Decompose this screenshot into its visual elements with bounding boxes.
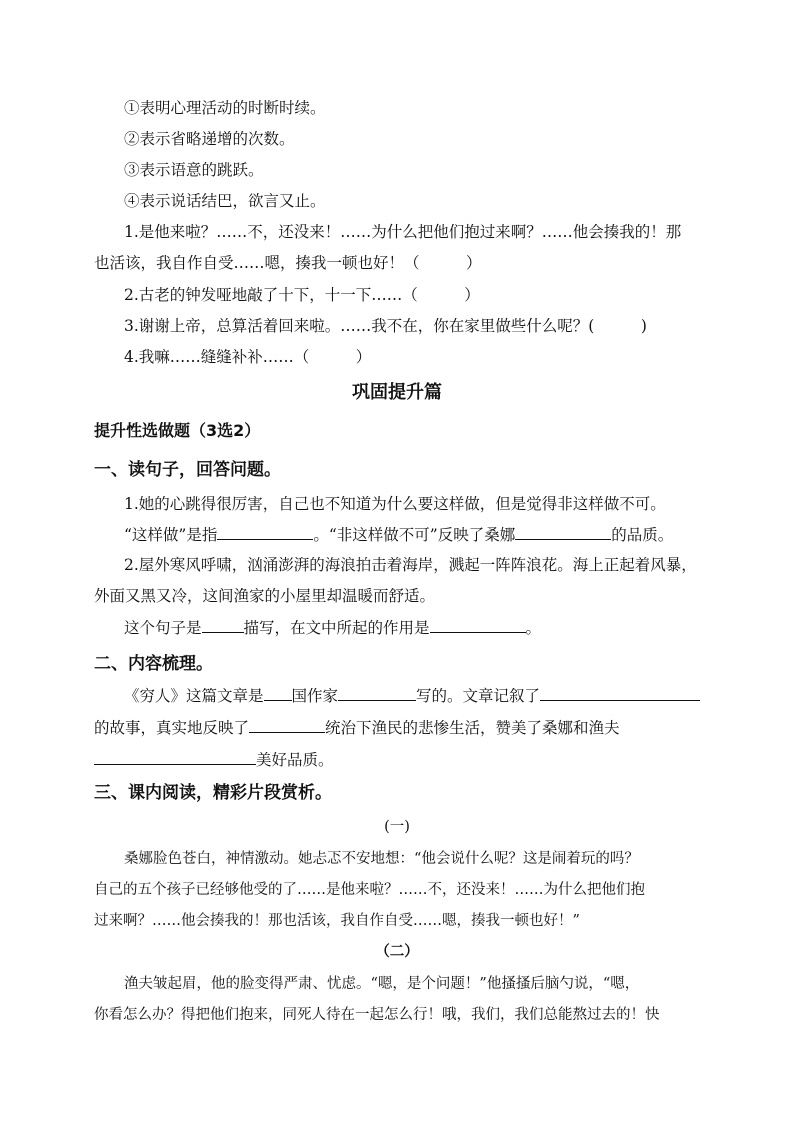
answer-blank[interactable]: [94, 748, 256, 765]
part-1-sentence-2b: 外面又黑又冷，这间渔家的小屋里却温暖而舒适。: [94, 587, 436, 605]
part-2-fill-2: [94, 716, 620, 738]
option-2: ②表示省略递增的次数。: [124, 130, 295, 148]
question-1-line1: 1.是他来啦？……不，还没来！……为什么把他们抱过来啊？……他会揍我的！那: [124, 223, 682, 241]
fill-text: 统治下渔民的悲惨生活，赞美了桑娜和渔夫: [325, 719, 620, 737]
part-2-fill-1: [124, 684, 700, 706]
option-4: ④表示说话结巴，欲言又止。: [124, 192, 326, 210]
part-3-title: 三、课内阅读，精彩片段赏析。: [94, 783, 332, 803]
fill-text: 的品质。: [611, 526, 674, 544]
part-2-fill-3: [94, 748, 334, 770]
option-1: ①表明心理活动的时断时续。: [124, 99, 326, 117]
answer-blank[interactable]: [540, 684, 700, 701]
reading-2-label: （二）: [375, 944, 419, 960]
part-1-fill-2: [124, 616, 541, 638]
question-4: 4.我嘛……缝缝补补……（ ）: [124, 348, 372, 366]
part-1-sentence-2a: 2.屋外寒风呼啸，汹涌澎湃的海浪拍击着海岸，溅起一阵阵浪花。海上正起着风暴，: [124, 556, 697, 574]
answer-blank[interactable]: [338, 684, 416, 701]
answer-blank[interactable]: [264, 684, 292, 701]
fill-text: 《穷人》这篇文章是: [124, 687, 264, 705]
option-3: ③表示语意的跳跃。: [124, 161, 264, 179]
reading-1-line-3: 过来啊？……他会揍我的！那也活该，我自作自受……嗯，揍我一顿也好！”: [94, 913, 580, 929]
fill-text: 的故事，真实地反映了: [94, 719, 250, 737]
answer-blank[interactable]: [515, 523, 611, 540]
part-2-title: 二、内容梳理。: [94, 654, 213, 674]
fill-text: 这个句子是: [124, 619, 202, 637]
reading-2-line-2: 你看怎么办？得把他们抱来，同死人待在一起怎么行！哦，我们，我们总能熬过去的！快: [94, 1007, 660, 1023]
part-1-fill-1: [124, 523, 673, 545]
reading-1-line-2: 自己的五个孩子已经够他受的了……是他来啦？……不，还没来！……为什么把他们抱: [94, 882, 645, 898]
answer-blank[interactable]: [217, 523, 313, 540]
sub-title: 提升性选做题（3选2）: [94, 421, 261, 440]
fill-text: 美好品质。: [256, 751, 334, 769]
fill-text: 描写，在文中所起的作用是: [243, 619, 430, 637]
reading-2-line-1: 渔夫皱起眉，他的脸变得严肃、忧虑。“嗯，是个问题！”他搔搔后脑勺说，“嗯，: [124, 976, 640, 992]
question-2: 2.古老的钟发哑地敲了十下，十一下……（ ）: [124, 286, 480, 304]
answer-blank[interactable]: [202, 616, 244, 633]
fill-text: 。: [525, 619, 542, 637]
fill-text: 写的。文章记叙了: [416, 687, 541, 705]
part-1-title: 一、读句子，回答问题。: [94, 460, 281, 480]
section-title: 巩固提升篇: [352, 382, 442, 403]
reading-1-label: (一): [384, 819, 410, 835]
fill-text: “这样做”是指: [124, 526, 218, 544]
question-1-line2: 也活该，我自作自受……嗯，揍我一顿也好！（ ）: [94, 254, 482, 272]
answer-blank[interactable]: [249, 716, 325, 733]
question-3: 3.谢谢上帝，总算活着回来啦。……我不在，你在家里做些什么呢？( ): [124, 317, 647, 335]
fill-text: 国作家: [291, 687, 339, 705]
answer-blank[interactable]: [430, 616, 526, 633]
reading-1-line-1: 桑娜脸色苍白，神情激动。她忐忑不安地想：“他会说什么呢？这是闹着玩的吗？: [124, 851, 639, 867]
fill-text: 。“非这样做不可”反映了桑娜: [313, 526, 516, 544]
part-1-sentence-1: 1.她的心跳得很厉害，自己也不知道为什么要这样做，但是觉得非这样做不可。: [124, 495, 666, 513]
